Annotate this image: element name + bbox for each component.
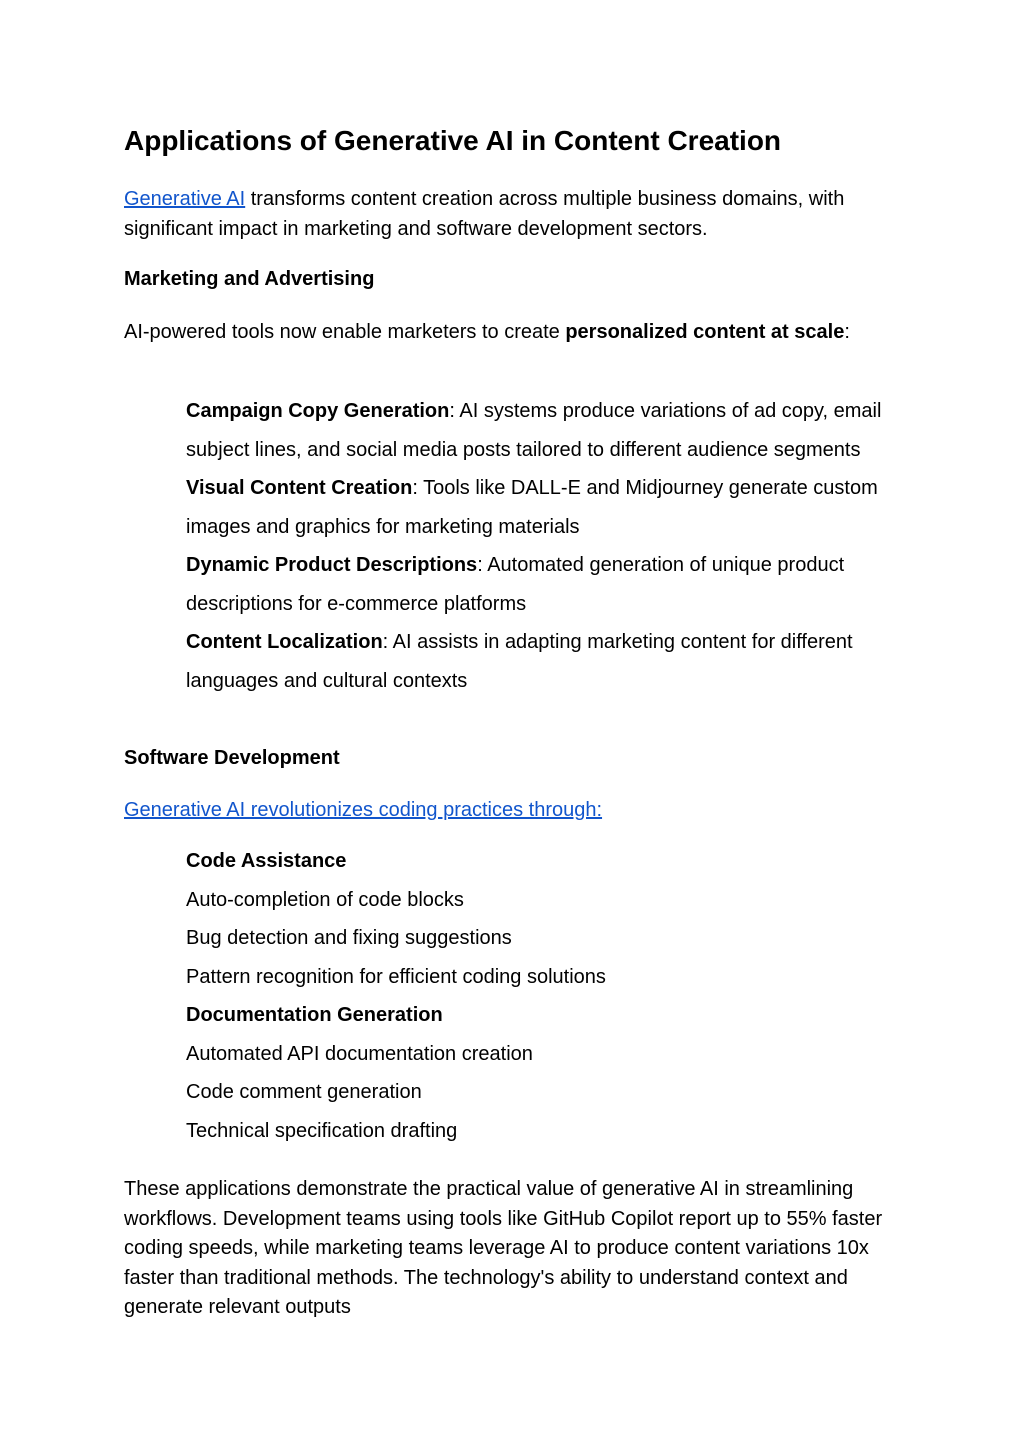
marketing-lead-text: AI-powered tools now enable marketers to create xyxy=(124,321,566,343)
marketing-lead-bold: personalized content at scale xyxy=(565,321,845,343)
list-item-desc: : Tools like DALL-E and Midjourney generate custom images and graphics for marketing materials xyxy=(186,477,878,538)
list-item: Code comment generation xyxy=(186,1081,422,1103)
conclusion-paragraph: These applications demonstrate the practical value of generative AI in streamlining workflows. Development teams using tools like GitHub Copilot report up to 55% faster coding speeds, while marketing teams leverage AI to produce content variations 10x faster than traditional methods. The technology's ability to understand context and generate relevant outputs xyxy=(124,1178,883,1318)
list-item: Pattern recognition for efficient coding solutions xyxy=(186,965,606,988)
software-heading: Software Development xyxy=(124,747,340,769)
generative-ai-link[interactable]: Generative AI xyxy=(124,188,246,210)
intro-paragraph xyxy=(124,185,894,244)
list-item-term: Campaign Copy Generation xyxy=(186,400,450,422)
list-item: Automated API documentation creation xyxy=(186,1042,533,1065)
list-item-term: Content Localization xyxy=(186,631,383,653)
software-lead-paragraph xyxy=(124,796,894,826)
list-item-term: Visual Content Creation xyxy=(186,477,413,499)
list-item xyxy=(186,469,896,546)
list-item xyxy=(186,392,896,469)
marketing-heading: Marketing and Advertising xyxy=(124,268,375,290)
list-item-desc: : AI systems produce variations of ad copy, email subject lines, and social media posts tailored to different audience segments xyxy=(186,400,882,461)
marketing-list xyxy=(186,392,896,700)
marketing-lead-end: : xyxy=(844,321,850,343)
list-item-term: Dynamic Product Descriptions xyxy=(186,554,478,576)
list-item: Auto-completion of code blocks xyxy=(186,888,464,911)
group-title: Code Assistance xyxy=(186,850,347,872)
code-assistance-list xyxy=(186,842,896,1150)
list-item-desc: : Automated generation of unique product descriptions for e-commerce platforms xyxy=(186,554,845,615)
coding-practices-link[interactable]: Generative AI revolutionizes coding practices through: xyxy=(124,799,603,821)
intro-text: transforms content creation across multiple business domains, with significant impact in marketing and software development sectors. xyxy=(124,188,845,240)
list-item-desc: : AI assists in adapting marketing content for different languages and cultural contexts xyxy=(186,631,853,692)
list-item: Technical specification drafting xyxy=(186,1119,458,1142)
document-title: Applications of Generative AI in Content Creation xyxy=(124,125,782,156)
list-item xyxy=(186,623,896,700)
group-title: Documentation Generation xyxy=(186,1004,443,1026)
marketing-lead-paragraph xyxy=(124,318,894,348)
list-item xyxy=(186,546,896,623)
list-item: Bug detection and fixing suggestions xyxy=(186,927,512,949)
